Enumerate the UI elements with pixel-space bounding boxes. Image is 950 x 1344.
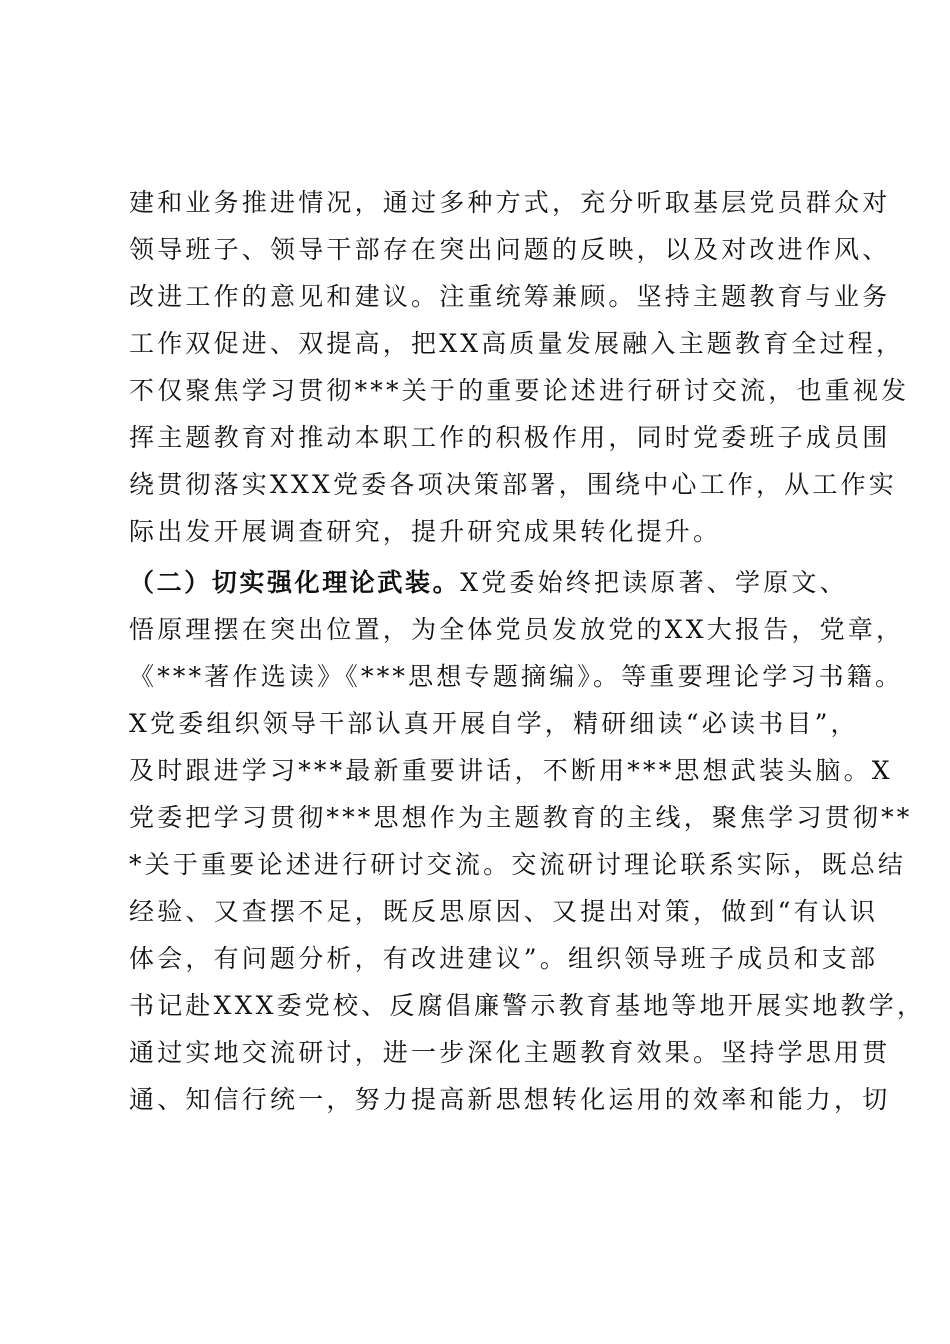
section-heading-line xyxy=(129,563,848,603)
text-line: 及时跟进学习***最新重要讲话，不断用***思想武装头脑。X xyxy=(129,756,893,785)
text-line: 不仅聚焦学习贯彻***关于的重要论述进行研讨交流，也重视发 xyxy=(129,376,910,405)
text-line: 挥主题教育对推动本职工作的积极作用，同时党委班子成员围 xyxy=(129,423,891,452)
text-line: 体会，有问题分析，有改进建议”。组织领导班子成员和支部 xyxy=(129,944,879,973)
section-heading: （二）切实强化理论武装。 xyxy=(129,568,461,597)
text-line: *关于重要论述进行研讨交流。交流研讨理论联系实际，既总结 xyxy=(129,850,907,879)
text-line: 党委把学习贯彻***思想作为主题教育的主线，聚焦学习贯彻** xyxy=(129,803,913,832)
text-line: 领导班子、领导干部存在突出问题的反映，以及对改进作风、 xyxy=(129,235,891,264)
text-line: X党委始终把读原著、学原文、 xyxy=(460,568,848,597)
text-line: 《***著作选读》《***思想专题摘编》。等重要理论学习书籍。 xyxy=(129,662,904,691)
text-line: 经验、又查摆不足，既反思原因、又提出对策，做到“有认识 xyxy=(129,897,879,926)
text-line: 悟原理摆在突出位置，为全体党员发放党的XX大报告，党章， xyxy=(129,615,905,644)
text-line: 书记赴XXX委党校、反腐倡廉警示教育基地等地开展实地教学， xyxy=(129,991,926,1020)
text-line: 建和业务推进情况，通过多种方式，充分听取基层党员群众对 xyxy=(129,188,891,217)
text-line: 通、知信行统一，努力提高新思想转化运用的效率和能力，切 xyxy=(129,1085,891,1114)
text-line: X党委组织领导干部认真开展自学，精研细读“必读书目”， xyxy=(129,709,859,738)
text-line: 通过实地交流研讨，进一步深化主题教育效果。坚持学思用贯 xyxy=(129,1038,891,1067)
text-line: 改进工作的意见和建议。注重统筹兼顾。坚持主题教育与业务 xyxy=(129,282,891,311)
text-line: 工作双促进、双提高，把XX高质量发展融入主题教育全过程， xyxy=(129,329,905,358)
text-line: 际出发开展调查研究，提升研究成果转化提升。 xyxy=(129,517,722,546)
text-line: 绕贯彻落实XXX党委各项决策部署，围绕中心工作，从工作实 xyxy=(129,470,897,499)
